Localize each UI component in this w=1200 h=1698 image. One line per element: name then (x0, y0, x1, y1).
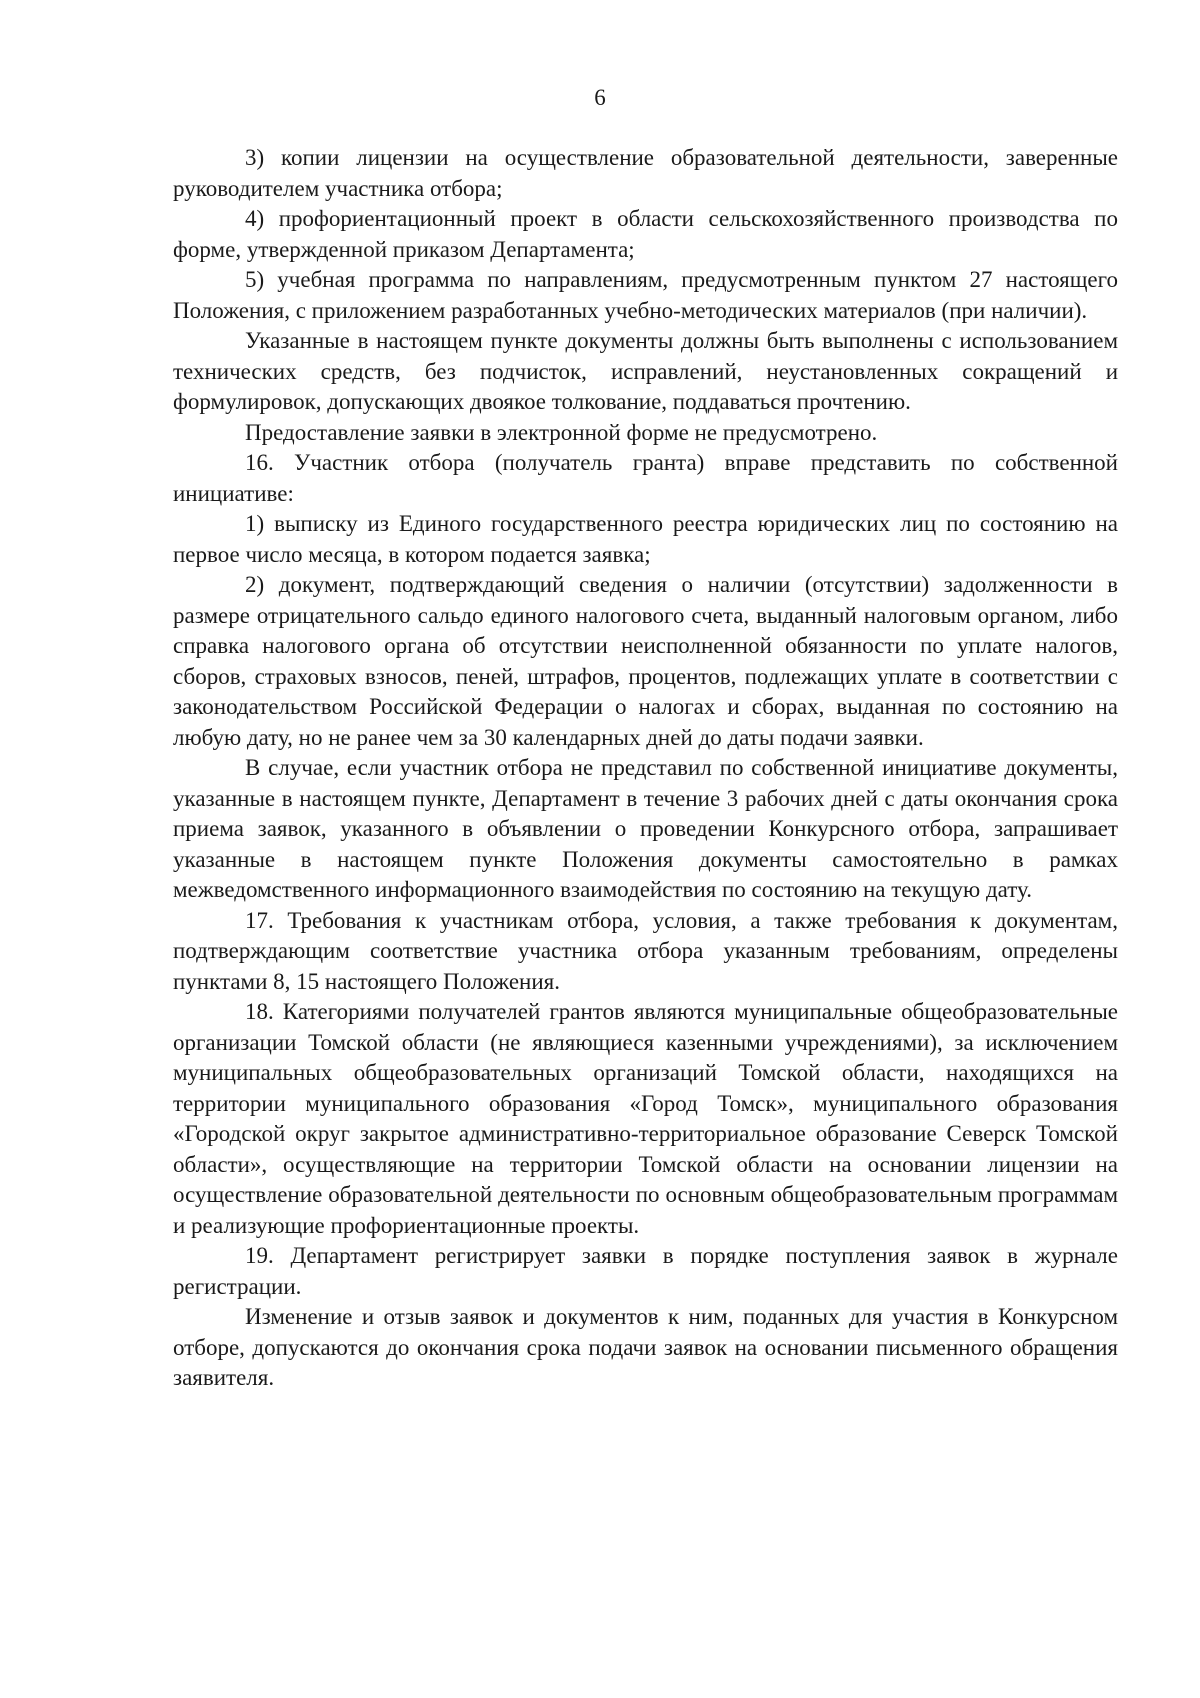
paragraph-item-4-career-project: 4) профориентационный проект в области сельскохозяйственного производства по форме, утвержденной приказом Департамента; (173, 206, 1118, 262)
page-number: 6 (594, 85, 606, 110)
paragraph-clause-18: 18. Категориями получателей грантов являются муниципальные общеобразовательные организации Томской области (не являющиеся казенными учреждениями), за исключением муниципальных общеобразовательных организаций Томской области, находящихся на территории муниципального образования «Город Томск», муниципального образования «Городской округ закрытое административно-территориальное образование Северск Томской области», осуществляющие на территории Томской области на основании лицензии на осуществление образовательной деятельности по основным общеобразовательным программам и реализующие профориентационные проекты. (173, 999, 1118, 1238)
paragraph-withdrawal: Изменение и отзыв заявок и документов к ним, поданных для участия в Конкурсном отборе, допускаются до окончания срока подачи заявок на основании письменного обращения заявителя. (173, 1304, 1118, 1390)
paragraph-interagency-request: В случае, если участник отбора не представил по собственной инициативе документы, указанные в настоящем пункте, Департамент в течение 3 рабочих дней с даты окончания срока приема заявок, указанного в объявлении о проведении Конкурсного отбора, запрашивает указанные в настоящем пункте Положения документы самостоятельно в рамках межведомственного информационного взаимодействия по состоянию на текущую дату. (173, 755, 1118, 902)
paragraph-document-requirements: Указанные в настоящем пункте документы должны быть выполнены с использованием технических средств, без подчисток, исправлений, неустановленных сокращений и формулировок, допускающих двоякое толкование, поддаваться прочтению. (173, 328, 1118, 414)
document-body (173, 143, 1118, 1394)
paragraph-clause-19: 19. Департамент регистрирует заявки в порядке поступления заявок в журнале регистрации. (173, 1243, 1118, 1299)
paragraph-item-3-license-copies: 3) копии лицензии на осуществление образовательной деятельности, заверенные руководителем участника отбора; (173, 145, 1118, 201)
paragraph-item-5-curriculum: 5) учебная программа по направлениям, предусмотренным пунктом 27 настоящего Положения, с приложением разработанных учебно-методических материалов (при наличии). (173, 267, 1118, 323)
paragraph-no-electronic-submission: Предоставление заявки в электронной форме не предусмотрено. (245, 419, 878, 445)
paragraph-clause-16: 16. Участник отбора (получатель гранта) вправе представить по собственной инициативе: (173, 450, 1118, 506)
paragraph-clause-16-item-2: 2) документ, подтверждающий сведения о наличии (отсутствии) задолженности в размере отрицательного сальдо единого налогового счета, выданный налоговым органом, либо справка налогового органа об отсутствии неисполненной обязанности по уплате налогов, сборов, страховых взносов, пеней, штрафов, процентов, подлежащих уплате в соответствии с законодательством Российской Федерации о налогах и сборах, выданная по состоянию на любую дату, но не ранее чем за 30 календарных дней до даты подачи заявки. (173, 572, 1118, 750)
paragraph-clause-16-item-1: 1) выписку из Единого государственного реестра юридических лиц по состоянию на первое число месяца, в котором подается заявка; (173, 511, 1118, 567)
paragraph-clause-17: 17. Требования к участникам отбора, условия, а также требования к документам, подтверждающим соответствие участника отбора указанным требованиям, определены пунктами 8, 15 настоящего Положения. (173, 907, 1118, 994)
